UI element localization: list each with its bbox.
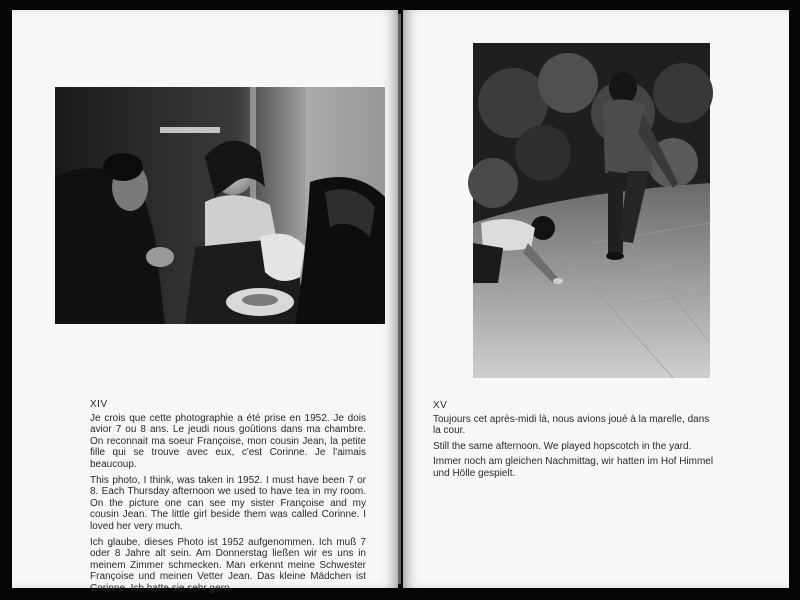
caption-xiv (90, 399, 366, 599)
plate-number: XIV (90, 399, 108, 410)
photograph-tea-party (55, 87, 385, 324)
book-spine (398, 14, 401, 584)
photograph-hopscotch-image (473, 43, 710, 378)
caption-paragraph-french: Je crois que cette photographie a été prise en 1952. Je dois avior 7 ou 8 ans. Le jeudi nous goûtions dans ma chambre. On reconnait ma soeur Françoise, mon cousin Jean, la petite fille qui se trouve avec eux, c'est Corinne. Je l'aimais beaucoup. (90, 412, 366, 470)
photograph-tea-party-image (55, 87, 385, 324)
left-page (12, 10, 398, 594)
caption-paragraph-english: Still the same afternoon. We played hopscotch in the yard. (433, 440, 692, 452)
photograph-hopscotch (473, 43, 710, 378)
caption-xv (433, 400, 719, 484)
caption-paragraph-french: Toujours cet après-midi là, nous avions joué à la marelle, dans la cour. (433, 413, 710, 437)
caption-paragraph-english: This photo, I think, was taken in 1952. I must have been 7 or 8. Each Thursday afternoon we used to have tea in my room. On the picture one can see my sister Françoise and my cousin Jean. The little girl beside them was called Corinne. I loved her very much. (90, 474, 366, 532)
plate-number: XV (433, 400, 448, 411)
caption-paragraph-german: Ich glaube, dieses Photo ist 1952 aufgenommen. Ich muß 7 oder 8 Jahre alt sein. Am Donnerstag ließen wir es uns in meinem Zimmer schmecken. Man erkennt meine Schwester Françoise und meinen Vetter Jean. Das kleine Mädchen ist Corinne. Ich hatte sie sehr gern. (90, 536, 366, 594)
right-page (403, 10, 789, 588)
caption-paragraph-german: Immer noch am gleichen Nachmittag, wir hatten im Hof Himmel und Hölle gespielt. (433, 456, 714, 479)
